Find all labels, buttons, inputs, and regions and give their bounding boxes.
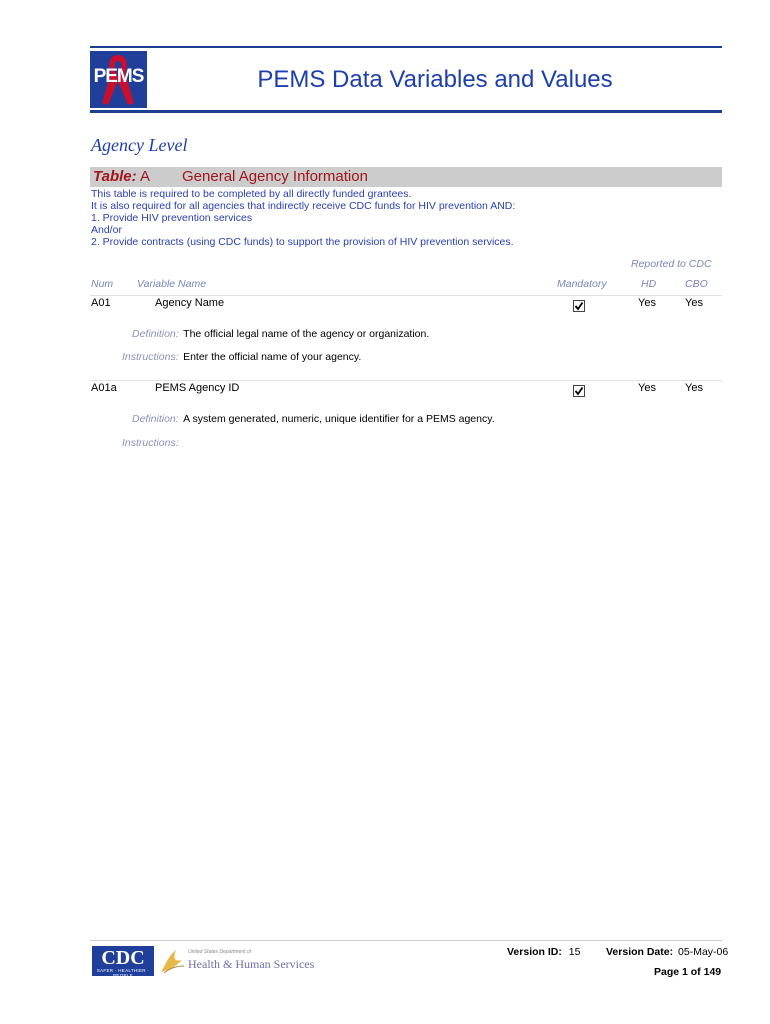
table-description [91,188,515,248]
mandatory-checkbox [573,300,585,312]
mandatory-checkbox [573,385,585,397]
checkmark-icon [574,301,584,311]
checkmark-icon [574,386,584,396]
header-bottom-rule [90,110,722,113]
definition-label: Definition: [132,328,179,340]
table-label-prefix: Table: [93,168,137,185]
logo-text: PEMS [93,66,144,87]
cdc-logo-tagline: SAFER · HEALTHIER · PEOPLE [96,968,150,978]
definition-text: The official legal name of the agency or organization. [183,328,430,340]
hhs-logo-text: Health & Human Services [188,957,315,971]
record-definition [132,409,495,427]
cdc-logo-text: CDC [101,947,145,969]
version-date-value: 05-May-06 [678,946,729,958]
record-num: A01 [91,297,111,309]
hhs-logo [158,946,315,976]
description-line: 1. Provide HIV prevention services [91,212,253,224]
instructions-label: Instructions: [122,437,179,449]
version-id [507,946,580,958]
table-name: General Agency Information [182,168,368,185]
record-instructions [122,433,179,451]
record-num: A01a [91,382,117,394]
hhs-logo-small-text: United States Department of [188,949,252,955]
page-title: PEMS Data Variables and Values [257,66,613,93]
header-divider [90,295,722,296]
hhs-eagle-icon [158,946,186,976]
reported-to-cdc-header: Reported to CDC [631,258,712,270]
definition-text: A system generated, numeric, unique identifier for a PEMS agency. [183,413,495,425]
page-number-text: Page 1 of 149 [654,966,722,978]
column-header-num: Num [91,278,114,290]
record-variable-name: Agency Name [155,297,225,309]
record-hd: Yes [638,297,656,309]
table-heading-bar [90,167,722,187]
section-heading: Agency Level [91,135,188,155]
column-header-mandatory: Mandatory [557,278,607,290]
column-header-variable-name: Variable Name [137,278,207,290]
version-date [606,946,728,958]
definition-label: Definition: [132,413,179,425]
record-variable-name: PEMS Agency ID [155,382,240,394]
version-date-label: Version Date: [606,946,674,958]
column-header-cbo: CBO [685,278,708,290]
table-label [93,168,150,185]
column-header-hd: HD [641,278,657,290]
record-definition [132,324,429,342]
instructions-label: Instructions: [122,351,179,363]
cdc-logo [92,946,154,976]
description-line: 2. Provide contracts (using CDC funds) to support the provision of HIV prevention services. [91,236,514,248]
record-cbo: Yes [685,382,703,394]
page-number [654,966,721,978]
description-line: And/or [91,224,122,236]
version-id-label: Version ID: [507,946,562,958]
version-id-value: 15 [568,946,581,958]
header-top-rule [90,46,722,48]
record-instructions [122,347,361,365]
description-line: This table is required to be completed by all directly funded grantees. [91,188,412,200]
footer-rule [90,940,722,941]
pems-logo [90,51,147,108]
instructions-text: Enter the official name of your agency. [183,351,362,363]
record-divider [90,380,722,381]
description-line: It is also required for all agencies that indirectly receive CDC funds for HIV prevention AND: [91,200,516,212]
table-id: A [139,168,150,185]
record-hd: Yes [638,382,656,394]
record-cbo: Yes [685,297,703,309]
